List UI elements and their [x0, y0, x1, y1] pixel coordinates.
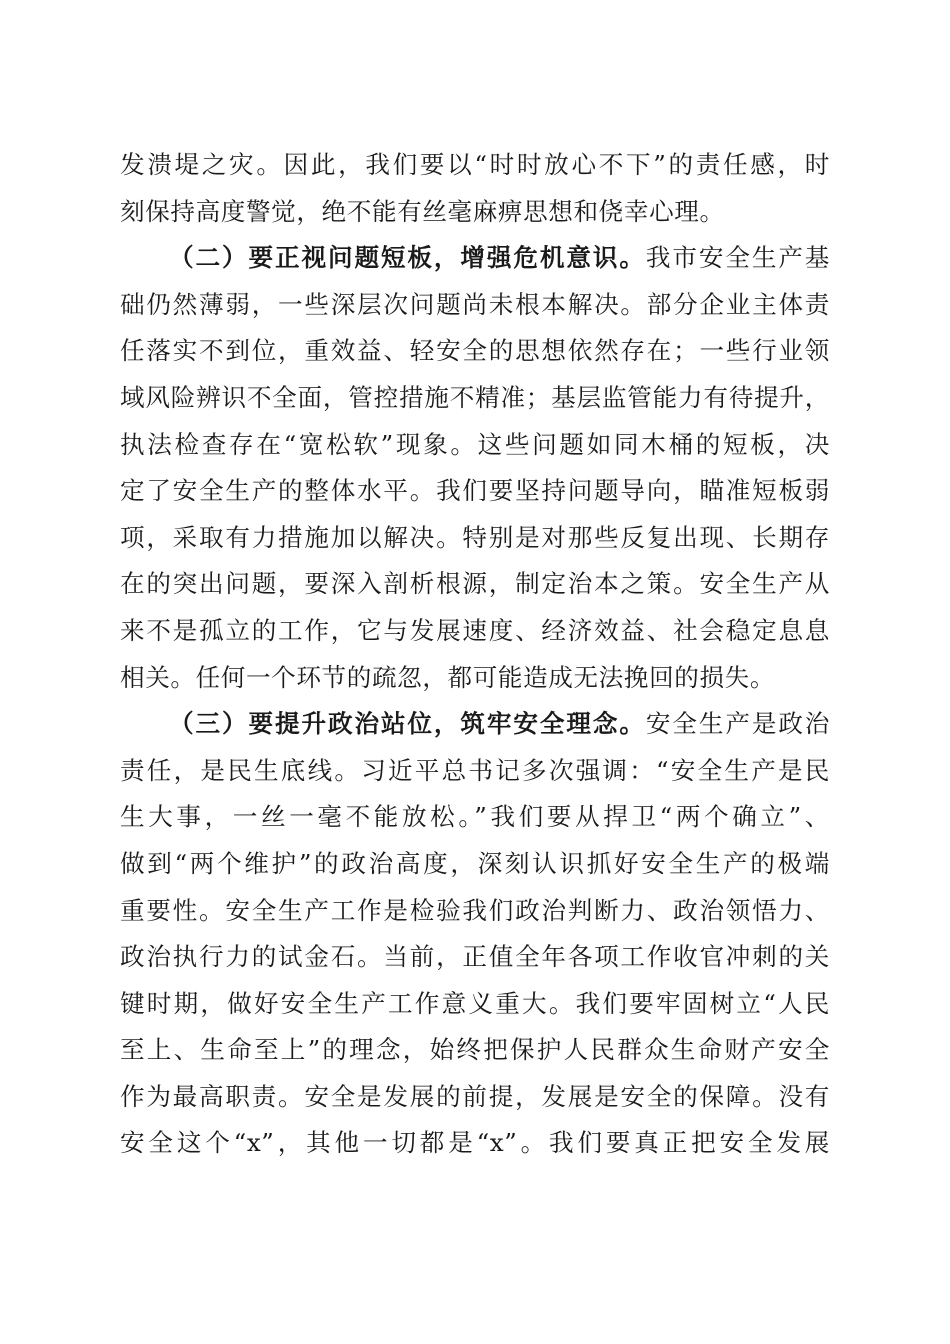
first-line-text: 安全生产是政治 [645, 709, 831, 739]
text-line: 做到“两个维护”的政治高度，深刻认识抓好安全生产的极端 [120, 848, 830, 878]
text-line: 刻保持高度警觉，绝不能有丝毫麻痹思想和侥幸心理。 [120, 196, 725, 226]
text-line: 任落实不到位，重效益、轻安全的思想依然存在；一些行业领 [120, 336, 830, 366]
text-line: 重要性。安全生产工作是检验我们政治判断力、政治领悟力、 [120, 895, 830, 925]
text-line: 安全这个“x”，其他一切都是“x”。我们要真正把安全发展 [120, 1128, 830, 1158]
text-line: 在的突出问题，要深入剖析根源，制定治本之策。安全生产从 [120, 569, 830, 599]
text-line: 生大事，一丝一毫不能放松。”我们要从捍卫“两个确立”、 [120, 802, 830, 832]
section-heading-2: （二）要正视问题短板，增强危机意识。 [169, 243, 646, 273]
text-line: 定了安全生产的整体水平。我们要坚持问题导向，瞄准短板弱 [120, 476, 830, 506]
text-line: 至上、生命至上”的理念，始终把保护人民群众生命财产安全 [120, 1035, 830, 1065]
text-line: 域风险辨识不全面，管控措施不精准；基层监管能力有待提升， [120, 382, 830, 412]
document-page [120, 142, 830, 1167]
text-line: 执法检查存在“宽松软”现象。这些问题如同木桶的短板，决 [120, 429, 830, 459]
text-line: 作为最高职责。安全是发展的前提，发展是安全的保障。没有 [120, 1081, 830, 1111]
first-line-text: 我市安全生产基 [645, 243, 831, 273]
paragraph-section-2 [120, 235, 830, 701]
paragraph-first-line [120, 701, 830, 748]
text-line: 相关。任何一个环节的疏忽，都可能造成无法挽回的损失。 [120, 662, 776, 692]
text-line: 来不是孤立的工作，它与发展速度、经济效益、社会稳定息息 [120, 615, 830, 645]
text-line: 发溃堤之灾。因此，我们要以“时时放心不下”的责任感，时 [120, 150, 830, 179]
section-heading-3: （三）要提升政治站位，筑牢安全理念。 [169, 709, 646, 739]
text-line: 键时期，做好安全生产工作意义重大。我们要牢固树立“人民 [120, 988, 830, 1018]
text-line: 责任，是民生底线。习近平总书记多次强调：“安全生产是民 [120, 755, 830, 785]
text-line: 项，采取有力措施加以解决。特别是对那些反复出现、长期存 [120, 522, 830, 552]
paragraph-continuation [120, 142, 830, 235]
paragraph-section-3 [120, 701, 830, 1167]
text-line: 政治执行力的试金石。当前，正值全年各项工作收官冲刺的关 [120, 942, 830, 972]
text-line: 础仍然薄弱，一些深层次问题尚未根本解决。部分企业主体责 [120, 289, 830, 319]
paragraph-first-line [120, 235, 830, 282]
